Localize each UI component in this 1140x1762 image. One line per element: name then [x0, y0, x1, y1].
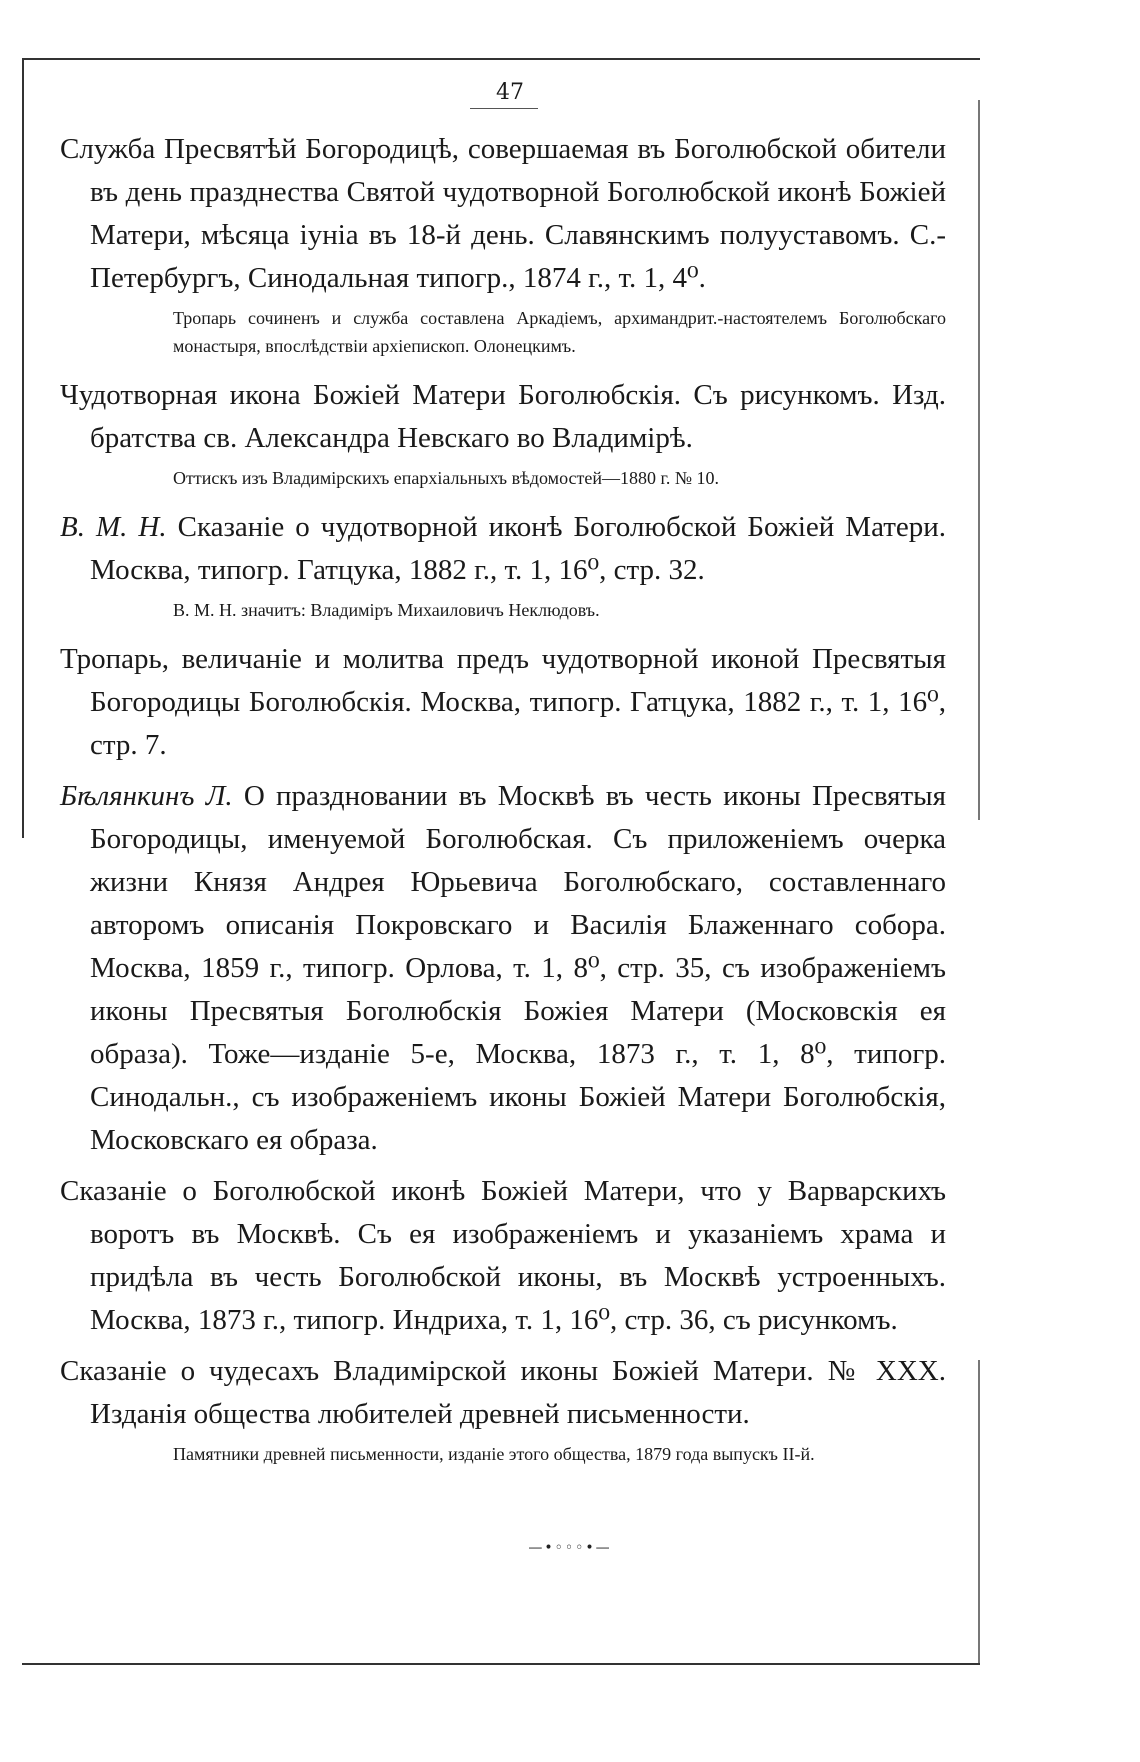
entry-main-text [60, 128, 946, 300]
entry-title: Сказаніе о Боголюбской иконѣ Божіей Матери, что у Варварскихъ воротъ въ Москвѣ. Съ ея изображеніемъ и указаніемъ храма и придѣла въ честь Боголюбской иконы, въ Москвѣ устроенныхъ. Москва, 1873 г., типогр. Индриха, т. 1, 16⁰, стр. 36, съ рисункомъ. [60, 1175, 946, 1336]
entry-main-text [60, 374, 946, 460]
entry-main-text [60, 506, 946, 592]
entry-title: Чудотворная икона Божіей Матери Боголюбскія. Съ рисункомъ. Изд. братства св. Александра Невскаго во Владимірѣ. [60, 379, 946, 454]
bibliography-list [60, 128, 946, 1482]
page-number-rule [470, 108, 538, 109]
entry-note: Оттискъ изъ Владимірскихъ епархіальныхъ вѣдомостей—1880 г. № 10. [173, 468, 720, 488]
page-frame-top [22, 58, 980, 60]
entry-note: Тропарь сочиненъ и служба составлена Аркадіемъ, архимандрит.-настоятелемъ Боголюбскаго монастыря, впослѣдствіи архіепископ. Олонецкимъ. [173, 308, 946, 356]
end-ornament: —•◦◦◦•— [528, 1540, 612, 1556]
bibliography-entry [60, 775, 946, 1162]
entry-title: Тропарь, величаніе и молитва предъ чудотворной иконой Пресвятыя Богородицы Боголюбскія. Москва, типогр. Гатцука, 1882 г., т. 1, 16⁰, стр. 7. [60, 643, 946, 761]
bibliography-entry [60, 506, 946, 624]
entry-author: Бѣлянкинъ Л. [60, 780, 233, 812]
bibliography-entry [60, 1350, 946, 1468]
entry-main-text [60, 775, 946, 1162]
bibliography-entry [60, 1170, 946, 1342]
page-frame-right-lower [978, 1360, 980, 1665]
entry-main-text [60, 1170, 946, 1342]
entry-note: В. М. Н. значитъ: Владиміръ Михаиловичъ Неклюдовъ. [173, 600, 600, 620]
entry-title: О праздновании въ Москвѣ въ честь иконы Пресвятыя Богородицы, именуемой Боголюбская. Съ приложеніемъ очерка жизни Князя Андрея Юрьевича Боголюбскаго, составленнаго авторомъ описанія Покровскаго и Василія Блаженнаго собора. Москва, 1859 г., типогр. Орлова, т. 1, 8⁰, стр. 35, съ изображеніемъ иконы Пресвятыя Боголюбскія Божіея Матери (Московскія ея образа). Тоже—изданіе 5-е, Москва, 1873 г., т. 1, 8⁰, типогр. Синодальн., съ изображеніемъ иконы Божіей Матери Боголюбскія, Московскаго ея образа. [90, 780, 946, 1156]
entry-main-text [60, 638, 946, 767]
page-number: 47 [496, 80, 524, 105]
page-frame-right [978, 100, 980, 820]
entry-main-text [60, 1350, 946, 1436]
entry-title: Служба Пресвятѣй Богородицѣ, совершаемая въ Боголюбской обители въ день празднества Святой чудотворной Боголюбской иконѣ Божіей Матери, мѣсяца іуніа въ 18-й день. Славянскимъ полууставомъ. С.-Петербургъ, Синодальная типогр., 1874 г., т. 1, 4⁰. [60, 133, 946, 294]
bibliography-entry [60, 638, 946, 767]
page-frame-left [22, 58, 24, 838]
entry-title: Сказаніе о чудесахъ Владимірской иконы Божіей Матери. № XXX. Изданія общества любителей древней письменности. [60, 1355, 946, 1430]
bibliography-entry [60, 374, 946, 492]
entry-note: Памятники древней письменности, изданіе этого общества, 1879 года выпускъ II-й. [173, 1444, 815, 1464]
page-frame-bottom [22, 1663, 980, 1665]
bibliography-entry [60, 128, 946, 360]
entry-author: В. М. Н. [60, 511, 167, 543]
entry-title: Сказаніе о чудотворной иконѣ Боголюбской Божіей Матери. Москва, типогр. Гатцука, 1882 г., т. 1, 16⁰, стр. 32. [90, 511, 947, 586]
